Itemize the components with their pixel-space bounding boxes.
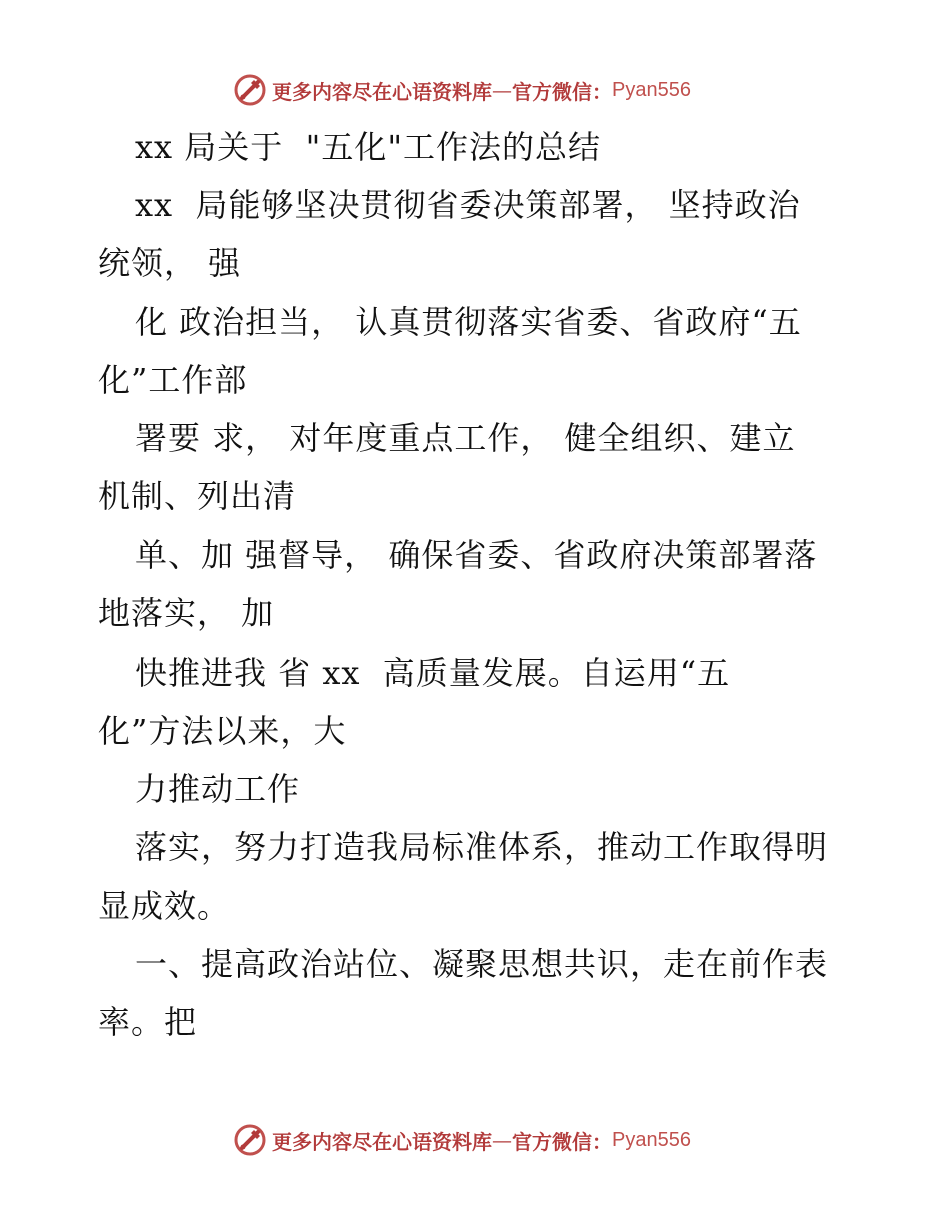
watermark-banner-content (232, 70, 691, 110)
watermark-wechat-label: 官方微信： (512, 79, 612, 104)
document-line: 地落实， 加 (98, 594, 275, 632)
watermark-text: 更多内容尽在心语资料库 (272, 1129, 492, 1154)
document-line: 显成效。 (98, 887, 231, 925)
document-line: xx 局能够坚决贯彻省委决策部署， 坚持政治 (135, 186, 801, 224)
document-line: 化”方法以来，大 (98, 712, 347, 750)
document-line: 单、加 强督导， 确保省委、省政府决策部署落 (135, 536, 818, 574)
watermark-dash: — (492, 1128, 512, 1152)
watermark-dash: — (492, 78, 512, 102)
watermark-wechat-id: Pyan556 (612, 1128, 691, 1151)
watermark-wechat-label: 官方微信： (512, 1129, 612, 1154)
document-line: 机制、列出清 (98, 477, 297, 515)
top-watermark-banner (0, 70, 950, 110)
pen-logo-icon (232, 72, 268, 108)
pen-logo-icon (232, 1122, 268, 1158)
document-line: 力推动工作 (135, 770, 301, 808)
bottom-watermark-banner (0, 1120, 950, 1160)
document-line: 一、提高政治站位、凝聚思想共识，走在前作表 (135, 945, 829, 983)
document-line: 快推进我 省 xx 高质量发展。自运用“五 (135, 654, 731, 692)
document-line: 署要 求， 对年度重点工作， 健全组织、建立 (135, 419, 796, 457)
watermark-text: 更多内容尽在心语资料库 (272, 79, 492, 104)
watermark-wechat-id: Pyan556 (612, 78, 691, 101)
document-line: 落实，努力打造我局标准体系，推动工作取得明 (135, 828, 829, 866)
document-line: 率。把 (98, 1003, 198, 1041)
document-line: 统领， 强 (98, 244, 242, 282)
document-title: xx 局关于 "五化"工作法的总结 (135, 128, 602, 166)
document-line: 化”工作部 (98, 361, 248, 399)
watermark-banner-content (232, 1120, 691, 1160)
document-line: 化 政治担当， 认真贯彻落实省委、省政府“五 (135, 303, 802, 341)
